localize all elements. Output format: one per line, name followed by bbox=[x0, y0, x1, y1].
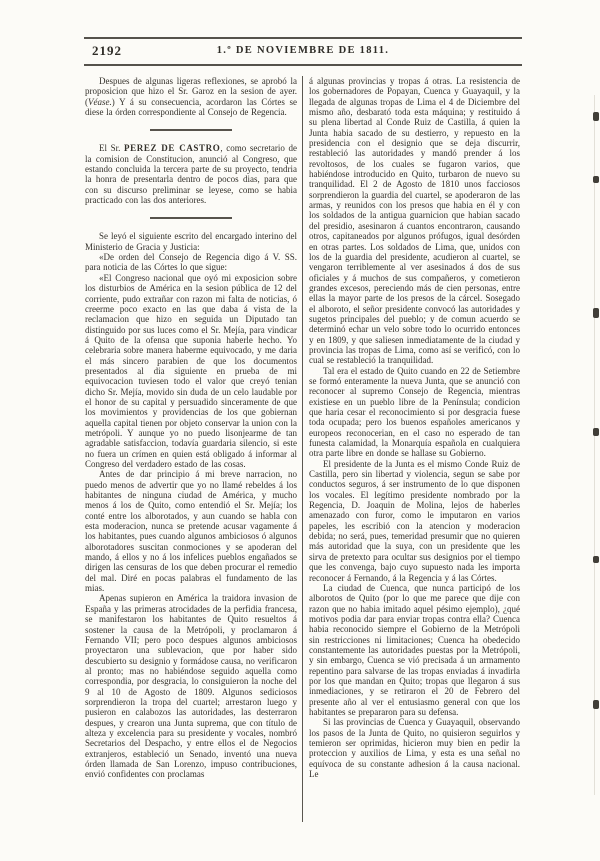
top-rule bbox=[84, 37, 522, 39]
left-column bbox=[85, 76, 297, 780]
paragraph-text: ) Y á su consecuencia, acordaron las Córtes se diese la órden correspondiente al Consejo de Regencia. bbox=[85, 96, 297, 118]
column-divider bbox=[302, 76, 303, 822]
page-number: 2192 bbox=[92, 43, 122, 58]
scan-artifact bbox=[593, 112, 599, 121]
paragraph-clarification: Antes de dar principio á mi breve narracion, no puedo menos de advertir que yo no llamé rebeldes á los habitantes de ninguna ciudad de América, y mucho menos á los de Quito, como entendió el Sr. Mejía; los conté entre los alborotados, y aun cuando se habla con esta moderacion, nunca se pretende acusar vagamente á los habitantes, pues cuando algunos ambiciosos ó algunos alborotadores suscitan conmociones y se apoderan del mando, á ellos y no á los infelices pueblos engañados se dirigen las censuras de los que deben procurar el remedio del mal. Diré en pocas palabras el fundamento de las mias. bbox=[85, 469, 297, 594]
paragraph-text: , como secretario de la comision de Constitucion, anunció al Congreso, que estando concluida la tercera parte de su proyecto, tendria la honra de presentarla dentro de pocos dias, para que con su discurso preliminar se leyese, como se habia practicado con las dos anteriores. bbox=[85, 143, 297, 206]
paragraph-continuation: á algunas provincias y tropas á otras. La resistencia de los gobernadores de Popayan, Cuenca y Guayaquil, y la llegada de algunas tropas de Lima el 4 de Diciembre del mismo año, desbarató toda esta máquina; y restituido á su plena libertad al Conde Ruiz de Castilla, á quien la Junta habia sacado de su destierro, y repuesto en la presidencia con el designio que se deja discurrir, restableció las autoridades y mandó prender á los revoltosos, de los cuales se fugaron varios, que habiéndose introducido en Quito, turbaron de nuevo su tranquilidad. El 2 de Agosto de 1810 unos facciosos sorprendieron la guardia del cuartel, se apoderaron de las armas, y reunidos con los presos que habia en él y con los soldados de la antigua guarnicion que habian sacado del presidio, asesinaron á cuantos encontraron, causando otros, capitaneados por algunos prófugos, igual desórden en otras partes. Los soldados de Lima, que, unidos con los de la guardia del presidente, acudieron al cuartel, se vengaron terriblemente al ver asesinados á dos de sus oficiales y á muchos de sus compañeros, y cometieron grandes excesos, pereciendo más de cien personas, entre ellas la mayor parte de los presos de la cárcel. Sosegado el alboroto, el señor presidente convocó las autoridades y sugetos principales del pueblo; y de comun acuerdo se determinó echar un velo sobre todo lo ocurrido entonces y en 1809, y que saliesen inmediatamente de la ciudad y provincia las tropas de Lima, como así se verificó, con lo cual se restableció la tranquilidad. bbox=[309, 76, 520, 366]
paragraph-text: Despues de algunas ligeras reflexiones, se aprobó la proposicion que hizo el Sr. Garoz en la sesion de ayer. ( bbox=[85, 76, 297, 107]
header-rule bbox=[84, 64, 522, 66]
paragraph-text: El Sr. bbox=[99, 143, 125, 154]
paragraph-perez-de-castro bbox=[85, 143, 297, 205]
section-separator bbox=[150, 217, 232, 219]
section-separator bbox=[150, 129, 232, 131]
scan-artifact bbox=[593, 700, 599, 709]
paragraph-regency-order: «De orden del Consejo de Regencia digo á V. SS. para noticia de las Córtes lo que sigue: bbox=[85, 252, 297, 273]
paragraph-junta-president: El presidente de la Junta es el mismo Conde Ruiz de Castilla, pero sin libertad y violencia, segun se sabe por conductos seguros, á ser instrumento de lo que disponen los vocales. El legítimo presidente nombrado por la Regencia, D. Joaquin de Molina, lejos de haberles amenazado con furor, como le imputaron en varios papeles, les escribió con la atencion y moderacion debida; no será, pues, temeridad presumir que no quieren más autoridad que la suya, con un presidente que les sirva de pretexto para ocultar sus designios por el tiempo que les convenga, bajo cuyo supuesto nada les importa reconocer á Fernando, á la Regencia y á las Córtes. bbox=[309, 458, 520, 583]
paragraph-provinces: Si las provincias de Cuenca y Guayaquil, observando los pasos de la Junta de Quito, no quisieron seguirlos y temieron ser oprimidas, hicieron muy bien en pedir la proteccion y auxilios de Lima, y esta es una señal no equívoca de su constante adhesion á la causa nacional. Le bbox=[309, 717, 520, 780]
date-heading: 1.º DE NOVIEMBRE DE 1811. bbox=[216, 45, 390, 56]
scan-artifact bbox=[593, 176, 599, 183]
paragraph-resolution bbox=[85, 76, 297, 117]
scan-artifact bbox=[593, 308, 599, 318]
paragraph-narration: Apenas supieron en América la traidora invasion de España y las primeras atrocidades de la perfidia francesa, se manifestaron los habitantes de Quito resueltos á sostener la causa de la Metrópoli, y proclamaron á Fernando VII; pero poco despues algunos ambiciosos proyectaron una sublevacion, que por haber sido descubierto su designio y formádose causa, no verificaron al pronto; mas no habiéndose seguido aquella como correspondia, por desgracia, lo consiguieron la noche del 9 al 10 de Agosto de 1809. Algunos sediciosos sorprendieron la tropa del cuartel; arrestaron luego y pusieron en calabozos las autoridades, las desterraron despues, y crearon una Junta suprema, que con título de alteza y excelencia para su presidente y vocales, nombró Secretarios del Despacho, y entre ellos el de Negocios extranjeros, estableció un Senado, inventó una nueva órden llamada de San Lorenzo, impuso contribuciones, envió confidentes con proclamas bbox=[85, 593, 297, 780]
paragraph-exposition: «El Congreso nacional que oyó mi exposicion sobre los disturbios de América en la sesion pública de 12 del corriente, pudo extrañar con razon mi falta de noticias, ó creerme poco exacto en las que daba á vista de la reclamacion que hizo en seguida un Diputado tan distinguido por sus luces como el Sr. Mejía, para vindicar á Quito de la ofensa que suponia haberle hecho. Yo celebraria sobre manera haberme equivocado, y me daria el más sincero parabien de que los documentos presentados al dia siguiente en prueba de mi equivocacion tuviesen todo el valor que creyó tenian dicho Sr. Mejía, movido sin duda de un celo laudable por el honor de su capital y persuadido sinceramente de que los movimientos y providencias de los que gobiernan aquella capital tienen por objeto conservar la union con la metrópoli. Y aunque yo no puedo lisonjearme de tan agradable satisfaccion, todavía guardaria silencio, si este no fuera un crímen en quien está obligado á informar al Congreso del verdadero estado de las cosas. bbox=[85, 272, 297, 469]
paragraph-cuenca: La ciudad de Cuenca, que nunca participó de los alborotos de Quito (por lo que me parece que dije con razon que no habia imitado aquel pésimo ejemplo), ¿qué motivos podia dar para enviar tropas contra ella? Cuenca habia reconocido siempre el Gobierno de la Metrópoli sin restricciones ni limitaciones; Cuenca ha obedecido constantemente las autoridades puestas por la Metrópoli, y sin embargo, Cuenca se vió precisada á un armamento repentino para salvarse de las tropas enviadas á invadirla por los que mandan en Quito; tropas que llegaron á sus inmediaciones, y se retiraron el 20 de Febrero del presente año al ver el entusiasmo general con que los habitantes se prepararon para su defensa. bbox=[309, 582, 520, 717]
page-edge-line bbox=[594, 95, 595, 795]
page-header bbox=[84, 42, 522, 62]
paragraph-quito-state: Tal era el estado de Quito cuando en 22 de Setiembre se formó enteramente la nueva Junta, que se anunció con reconocer al supremo Consejo de Regencia, mientras existiese en un pueblo libre de la Península; condicion que haria cesar el reconocimiento si por desgracia fuese toda ocupada; pero los buenos españoles americanos y europeos reconocerian, en el caso no esperado de tan funesta calamidad, la Monarquía española en cualquiera otra parte libre en donde se hallase su Gobierno. bbox=[309, 365, 520, 459]
citation-reference: Véase. bbox=[88, 96, 112, 107]
paragraph-ministry-intro: Se leyó el siguiente escrito del encargado interino del Ministerio de Gracia y Justicia: bbox=[85, 231, 297, 252]
scan-artifact bbox=[593, 428, 599, 436]
right-column bbox=[309, 76, 520, 779]
speaker-name: PEREZ DE CASTRO bbox=[124, 143, 221, 154]
scan-artifact bbox=[593, 556, 599, 563]
